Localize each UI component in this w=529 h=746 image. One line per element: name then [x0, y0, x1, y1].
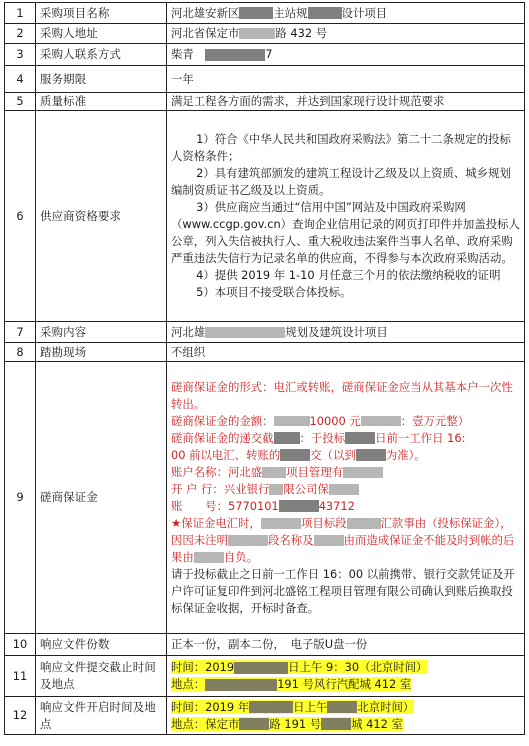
redaction-mark: [321, 718, 351, 730]
site-visit-value: 不组织: [167, 343, 525, 362]
row-label: 采购项目名称: [36, 3, 167, 24]
qualification-item: 4）提供 2019 年 1-10 月任意三个月的依法缴纳税收的证明: [196, 268, 501, 282]
qualification-item: 1）符合《中华人民共和国政府采购法》第二十二条规定的投标人资格条件；: [171, 132, 511, 163]
redaction-mark: [205, 679, 277, 691]
table-row: [5, 322, 525, 343]
redaction-mark: [194, 552, 224, 563]
table-row: [5, 656, 525, 697]
redaction-mark: [205, 327, 285, 338]
row-label: 磋商保证金: [36, 362, 167, 634]
deposit-value: 磋商保证金的形式：电汇或转账，磋商保证金应当从其基本户一次性转出。 磋商保证金的金额： 10000 元 ：壹万元整） 磋商保证金的递交截 ：于投标 日前一工作日 16: 00 前以电汇、转账的 交（以到 为准）。 账户名称：河北盛 项目管理有 开 户 行：兴业银行 限公司保 账 号：5770101 43712 ★保证金电汇时， 项目标段 汇款事由（投标保证金），因因未注明 段名称及 由而造成保证金不能及时到帐的后果由 自负。 请于投标截止之日前一工作日 16：00 以前携带、银行交款凭证及开户许可证复印件到河北盛铭工程项目管理有限公司确认到账后换取投标保证金收据，开标时备查。: [167, 362, 525, 634]
redaction-mark: [269, 484, 283, 495]
supplier-qualification-value: [167, 111, 525, 322]
redaction-mark: [274, 416, 310, 426]
table-row: [5, 44, 525, 66]
redaction-mark: [234, 662, 288, 674]
row-label: 响应文件开启时间及地点: [36, 697, 167, 735]
redaction-mark: [249, 701, 293, 713]
row-number: 12: [5, 697, 36, 735]
redaction-mark: [347, 518, 381, 529]
row-number: 10: [5, 634, 36, 656]
table-row: [5, 3, 525, 24]
redaction-mark: [239, 7, 273, 19]
redaction-mark: [345, 432, 375, 444]
table-row: [5, 634, 525, 656]
row-label: 采购人地址: [36, 24, 167, 44]
redaction-mark: [329, 484, 359, 495]
row-number: 8: [5, 343, 36, 362]
procurement-content-value: 河北雄 规划及建筑设计项目: [167, 322, 525, 343]
table-row: [5, 362, 525, 634]
row-number: 9: [5, 362, 36, 634]
table-row: [5, 24, 525, 44]
row-label: 采购内容: [36, 322, 167, 343]
row-label: 服务期限: [36, 66, 167, 93]
table-row: [5, 66, 525, 93]
project-name-value: 河北雄安新区 主站规 设计项目: [167, 3, 525, 24]
row-label: 采购人联系方式: [36, 44, 167, 66]
row-label: 响应文件份数: [36, 634, 167, 656]
redaction-mark: [239, 28, 275, 39]
redaction-mark: [361, 416, 401, 426]
row-label: 质量标准: [36, 93, 167, 111]
row-number: 7: [5, 322, 36, 343]
redaction-mark: [308, 7, 342, 19]
qualification-item: 3）供应商应当通过“信用中国”网站及中国政府采购网（www.ccgp.gov.cn）查询企业信用记录的网页打印件并加盖投标人公章，列入失信被执行人、重大税收违法案件当事人名单、政府采购严重违法失信行为记录名单的供应商，不得参与本次政府采购活动。: [171, 200, 520, 265]
table-row: [5, 697, 525, 735]
row-number: 1: [5, 3, 36, 24]
redaction-mark: [343, 467, 383, 478]
procurement-info-table: [4, 2, 525, 735]
qualification-item: 5）本项目不接受联合体投标。: [196, 285, 352, 299]
row-number: 4: [5, 66, 36, 93]
redaction-mark: [239, 718, 269, 730]
row-label: 供应商资格要求: [36, 111, 167, 322]
service-period-value: 一年: [167, 66, 525, 93]
redaction-mark: [274, 432, 300, 444]
table-row: [5, 111, 525, 322]
redaction-mark: [327, 701, 357, 713]
row-number: 6: [5, 111, 36, 322]
row-number: 3: [5, 44, 36, 66]
table-row: [5, 343, 525, 362]
qualification-item: 2）具有建筑部颁发的建筑工程设计乙级及以上资质、城乡规划编制资质证书乙级及以上资质。: [171, 166, 511, 197]
response-copies-value: 正本一份，副本二份， 电子版U盘一份: [167, 634, 525, 656]
row-number: 5: [5, 93, 36, 111]
redaction-mark: [228, 535, 268, 546]
buyer-address-value: 河北省保定市 路 432 号: [167, 24, 525, 44]
redaction-mark: [280, 449, 310, 461]
redaction-mark: [279, 500, 319, 512]
redaction-mark: [356, 449, 386, 461]
row-label: 响应文件提交截止时间及地点: [36, 656, 167, 697]
table-row: [5, 93, 525, 111]
submission-deadline-value: 时间：2019 日上午 9：30（北京时间） 地点： 191 号风行汽配城 412 室: [167, 656, 525, 697]
redaction-mark: [262, 467, 286, 478]
redaction-mark: [314, 535, 344, 546]
redaction-mark: [205, 49, 265, 61]
redaction-mark: [261, 518, 301, 529]
quality-standard-value: 满足工程各方面的需求，并达到国家现行设计规范要求: [167, 93, 525, 111]
row-number: 2: [5, 24, 36, 44]
row-number: 11: [5, 656, 36, 697]
row-label: 踏勘现场: [36, 343, 167, 362]
buyer-contact-value: 柴青 7: [167, 44, 525, 66]
opening-time-value: 时间：2019 年 日上午 北京时间） 地点：保定市 路 191 号 城 412 室: [167, 697, 525, 735]
deposit-instructions: 请于投标截止之日前一工作日 16：00 以前携带、银行交款凭证及开户许可证复印件到河北盛铭工程项目管理有限公司确认到账后换取投标保证金收据，开标时备查。: [171, 566, 515, 615]
